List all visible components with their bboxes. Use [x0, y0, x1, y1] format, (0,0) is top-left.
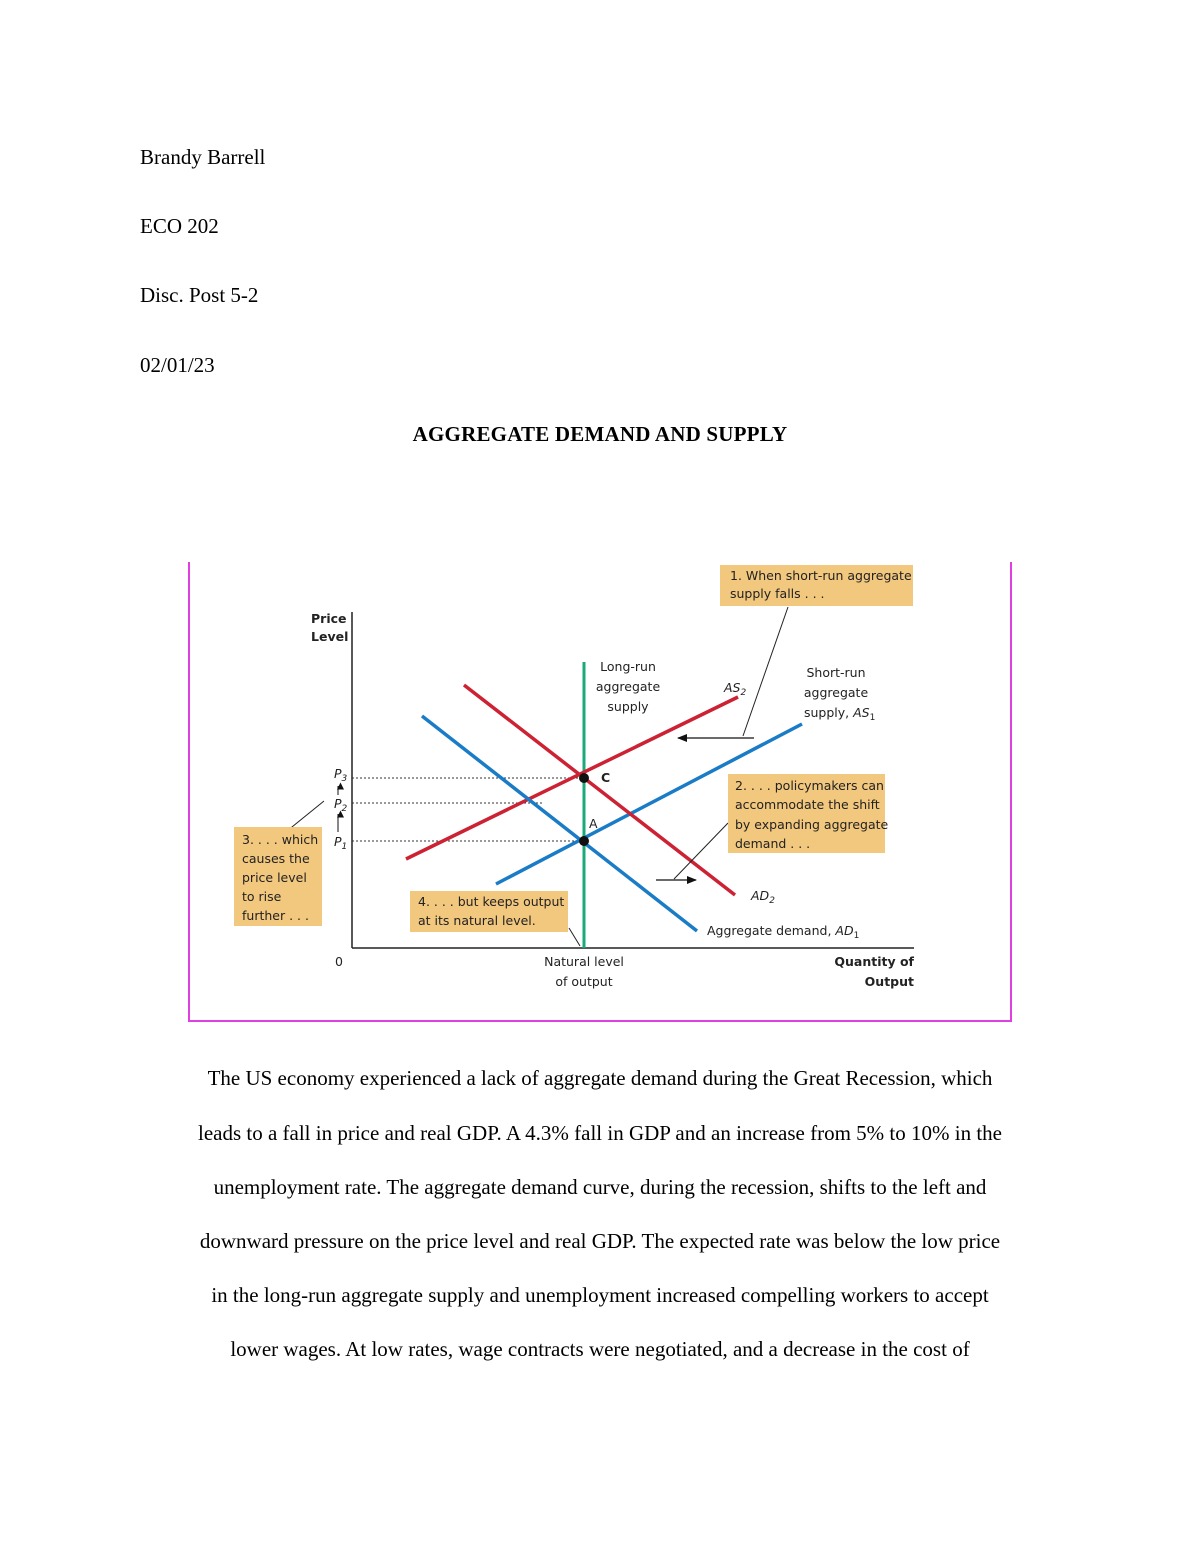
- point-a: [579, 836, 589, 846]
- body-line-1: The US economy experienced a lack of aggregate demand during the Great Recession, which: [207, 1066, 993, 1090]
- sras-label-2: aggregate: [803, 685, 869, 700]
- p1-label: $P_1$: [334, 834, 348, 852]
- body-line-4: downward pressure on the price level and real GDP. The expected rate was below the low price: [199, 1229, 1001, 1253]
- assignment-name: Disc. Post 5-2: [140, 283, 259, 307]
- origin-label: 0: [335, 954, 343, 969]
- callout-2-line-3: by expanding aggregate: [735, 817, 889, 832]
- callout-3-line-4: to rise: [242, 889, 282, 904]
- natural-level-label-1: Natural level: [544, 954, 624, 969]
- point-a-label: A: [589, 816, 598, 831]
- lras-label-2: aggregate: [595, 679, 661, 694]
- page-title: AGGREGATE DEMAND AND SUPPLY: [412, 422, 788, 446]
- p2-label: $P_2$: [334, 796, 348, 814]
- ad1-label: Aggregate demand, $AD_1$: [707, 923, 860, 941]
- callout-3-line-2: causes the: [242, 851, 310, 866]
- figure-frame: [188, 562, 1012, 1022]
- p3-label: $P_3$: [334, 766, 348, 784]
- ad-as-diagram: [2, 0, 1200, 1553]
- lras-label-1: Long-run: [600, 659, 656, 674]
- callout-2-line-4: demand . . .: [735, 836, 811, 851]
- y-axis-label-2: Level: [311, 629, 349, 644]
- callout-4-line-1: 4. . . . but keeps output: [418, 894, 565, 909]
- callout-3-line-5: further . . .: [242, 908, 309, 923]
- x-axis-label-2: Output: [864, 974, 914, 989]
- point-c: [579, 773, 589, 783]
- callout-1-line-2: supply falls . . .: [730, 586, 825, 601]
- lras-label-3: supply: [607, 699, 649, 714]
- callout-3-line-3: price level: [242, 870, 307, 885]
- body-line-2: leads to a fall in price and real GDP. A 4.3% fall in GDP and an increase from 5% to 10% in the: [197, 1121, 1002, 1145]
- body-line-5: in the long-run aggregate supply and unemployment increased compelling workers to accept: [211, 1283, 989, 1307]
- callout-4-leader: [569, 928, 580, 946]
- callout-2-line-1: 2. . . . policymakers can: [735, 778, 884, 793]
- sras-label-1: Short-run: [806, 665, 866, 680]
- natural-level-label-2: of output: [555, 974, 613, 989]
- sras-label-3: supply, $AS_1$: [804, 705, 876, 723]
- y-axis-label-1: Price: [311, 611, 347, 626]
- course-code: ECO 202: [140, 214, 219, 238]
- author-name: Brandy Barrell: [140, 145, 266, 169]
- callout-2-line-2: accommodate the shift: [735, 797, 880, 812]
- point-c-label: C: [601, 770, 611, 785]
- callout-3-line-1: 3. . . . which: [242, 832, 319, 847]
- callout-4-line-2: at its natural level.: [418, 913, 536, 928]
- callout-3-leader: [287, 801, 324, 831]
- ad2-label: $AD_2$: [751, 888, 775, 906]
- body-line-6: lower wages. At low rates, wage contracts were negotiated, and a decrease in the cost of: [230, 1337, 970, 1361]
- as2-label: $AS_2$: [724, 680, 747, 698]
- body-line-3: unemployment rate. The aggregate demand curve, during the recession, shifts to the left and: [213, 1175, 987, 1199]
- date: 02/01/23: [140, 353, 215, 377]
- callout-1-leader: [743, 607, 788, 736]
- callout-1-line-1: 1. When short-run aggregate: [730, 568, 912, 583]
- x-axis-label-1: Quantity of: [834, 954, 914, 969]
